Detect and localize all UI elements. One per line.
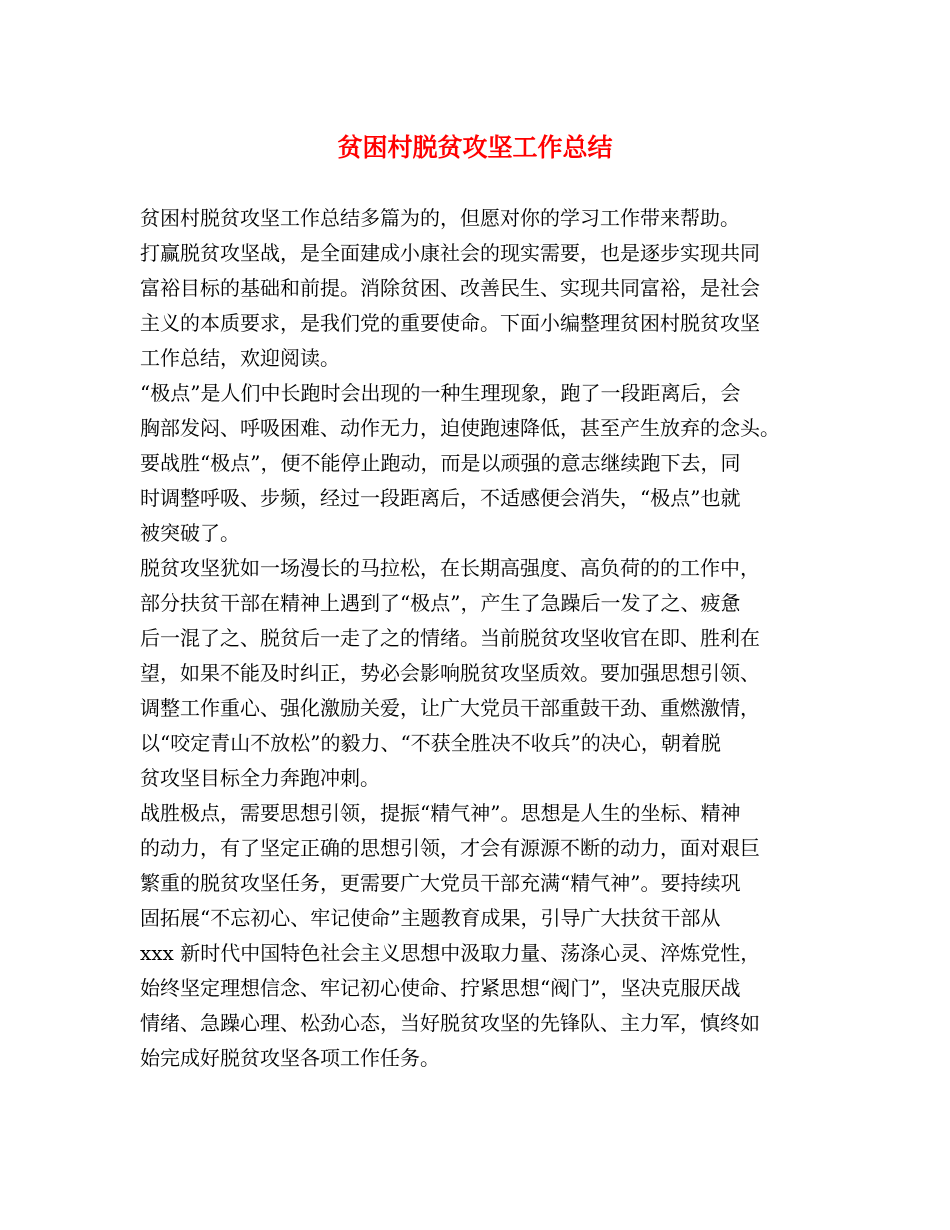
text-line: xxx 新时代中国特色社会主义思想中汲取力量、荡涤心灵、淬炼党性，: [140, 941, 761, 965]
text-line: 贫攻坚目标全力奔跑冲刺。: [140, 766, 380, 790]
text-line: 望，如果不能及时纠正，势必会影响脱贫攻坚质效。要加强思想引领、: [140, 661, 760, 685]
text-line: 始完成好脱贫攻坚各项工作任务。: [140, 1046, 440, 1070]
text-line: 始终坚定理想信念、牢记初心使命、拧紧思想“阀门”，坚决克服厌战: [140, 976, 741, 1000]
text-line: 脱贫攻坚犹如一场漫长的马拉松，在长期高强度、高负荷的的工作中，: [140, 556, 760, 580]
text-line: 的动力，有了坚定正确的思想引领，才会有源源不断的动力，面对艰巨: [140, 836, 760, 860]
text-line: 后一混了之、脱贫后一走了之的情绪。当前脱贫攻坚收官在即、胜利在: [140, 626, 760, 650]
document-body: [140, 201, 816, 1076]
text-line: 部分扶贫干部在精神上遇到了“极点”，产生了急躁后一发了之、疲惫: [140, 591, 741, 615]
text-line: 固拓展“不忘初心、牢记使命”主题教育成果，引导广大扶贫干部从: [140, 906, 721, 930]
text-line: 以“咬定青山不放松”的毅力、“不获全胜决不收兵”的决心，朝着脱: [140, 731, 721, 755]
text-line: 主义的本质要求，是我们党的重要使命。下面小编整理贫困村脱贫攻坚: [140, 311, 760, 335]
text-line: 繁重的脱贫攻坚任务，更需要广大党员干部充满“精气神”。要持续巩: [140, 871, 741, 895]
text-line: 被突破了。: [140, 521, 240, 545]
text-line: 时调整呼吸、步频，经过一段距离后，不适感便会消失，“极点”也就: [140, 486, 741, 510]
text-line: “极点”是人们中长跑时会出现的一种生理现象，跑了一段距离后，会: [140, 381, 741, 405]
text-line: 要战胜“极点”，便不能停止跑动，而是以顽强的意志继续跑下去，同: [140, 451, 741, 475]
document-title: 贫困村脱贫攻坚工作总结: [337, 133, 613, 162]
text-line: 富裕目标的基础和前提。消除贫困、改善民生、实现共同富裕，是社会: [140, 276, 760, 300]
text-line: 工作总结，欢迎阅读。: [140, 346, 340, 370]
text-line: 胸部发闷、呼吸困难、动作无力，迫使跑速降低，甚至产生放弃的念头。: [140, 416, 780, 440]
text-line: 打赢脱贫攻坚战，是全面建成小康社会的现实需要，也是逐步实现共同: [140, 241, 760, 265]
text-line: 情绪、急躁心理、松劲心态，当好脱贫攻坚的先锋队、主力军，慎终如: [140, 1011, 760, 1035]
text-line: 战胜极点，需要思想引领，提振“精气神”。思想是人生的坐标、精神: [140, 801, 741, 825]
text-line: 贫困村脱贫攻坚工作总结多篇为的，但愿对你的学习工作带来帮助。: [140, 206, 740, 230]
text-line: 调整工作重心、强化激励关爱，让广大党员干部重鼓干劲、重燃激情，: [140, 696, 760, 720]
